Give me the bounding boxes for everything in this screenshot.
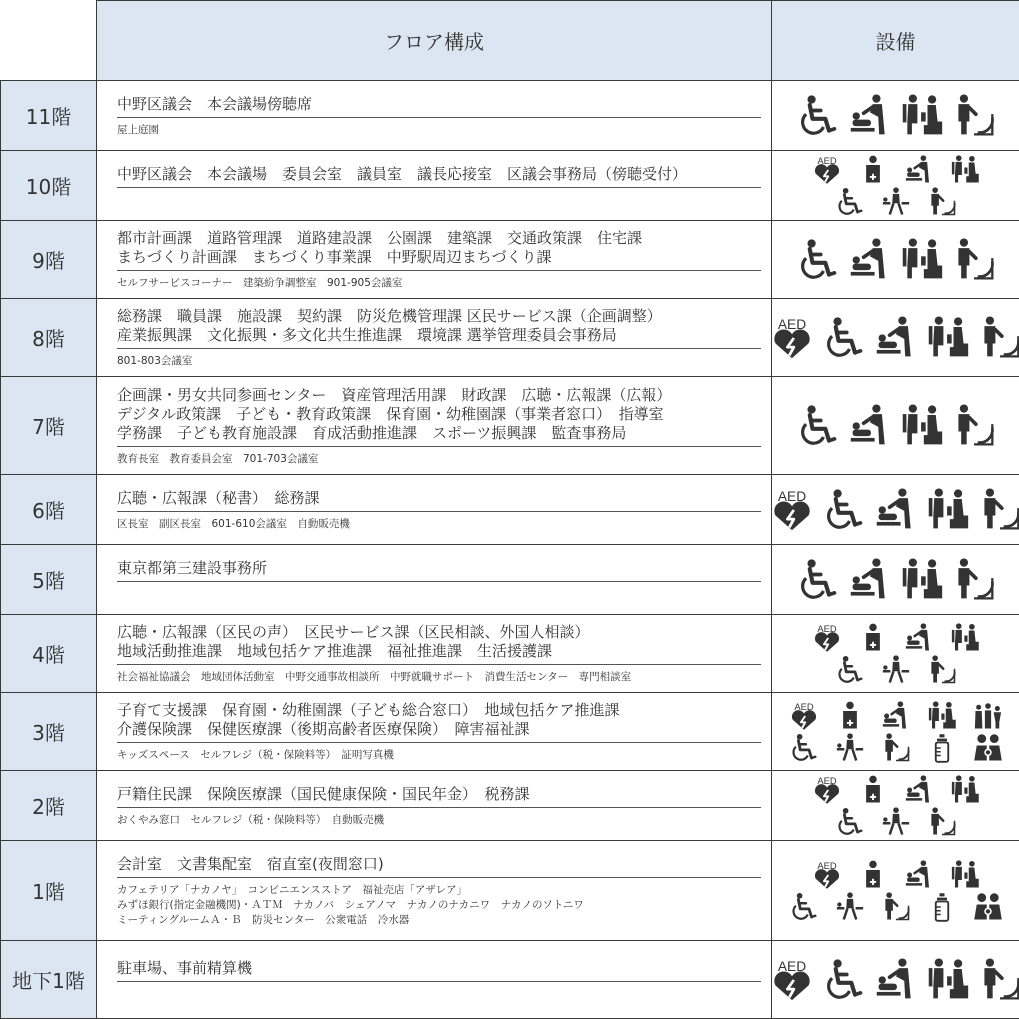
facility-room-line: ミーティングルームＡ・Ｂ 防災センター 公衆電話 冷水器 <box>117 913 761 928</box>
wheelchair-icon <box>796 238 840 282</box>
facility-rooms <box>117 664 761 688</box>
floor-label: 8階 <box>1 299 97 377</box>
floor-row <box>1 151 1019 221</box>
floor-row <box>1 841 1019 941</box>
facility-rooms <box>117 348 761 372</box>
facility-icons <box>772 377 1019 475</box>
baby-changing-icon <box>881 701 911 731</box>
ostomate-icon <box>926 488 970 532</box>
aed-icon <box>789 701 819 731</box>
department-line: 会計室 文書集配室 宿直室(夜間窓口) <box>117 855 761 874</box>
family-icon <box>973 701 1003 731</box>
floor-label: 5階 <box>1 545 97 615</box>
svg-text:AED: AED <box>817 860 836 870</box>
wheelchair-icon <box>789 892 819 922</box>
svg-text:AED: AED <box>777 316 805 331</box>
aed-icon <box>770 316 814 360</box>
svg-text:AED: AED <box>777 958 805 973</box>
handrail-toilet-icon <box>881 892 911 922</box>
handrail-toilet-icon <box>952 558 996 602</box>
facility-room-line: 教育長室 教育委員会室 701-703会議室 <box>117 452 761 467</box>
facility-room-line: みずほ銀行(指定金融機関)・ＡＴＭ ナカノバ シェアノマ ナカノのナカニワ ナカノのソトニワ <box>117 898 761 913</box>
baby-changing-icon <box>904 860 934 890</box>
ostomate-icon <box>950 155 980 185</box>
department-list <box>117 225 761 270</box>
baby-changing-icon <box>874 316 918 360</box>
facility-room-line: 801-803会議室 <box>117 354 761 369</box>
facility-room-line: おくやみ窓口 セルフレジ（税・保険料等） 自動販売機 <box>117 813 761 828</box>
department-line: 広聴・広報課（区民の声） 区民サービス課（区民相談、外国人相談） <box>117 623 761 642</box>
department-line: 子育て支援課 保育園・幼稚園課（子ども総合窓口） 地域包括ケア推進課 <box>117 701 761 720</box>
floor-row <box>1 545 1019 615</box>
handrail-toilet-icon <box>927 187 957 217</box>
baby-changing-icon <box>848 404 892 448</box>
ostomate-icon <box>900 558 944 602</box>
wheelchair-icon <box>796 404 840 448</box>
adult-changing-bed-icon <box>881 807 911 837</box>
handrail-toilet-icon <box>978 488 1019 532</box>
department-line: 東京都第三建設事務所 <box>117 559 761 578</box>
header-row <box>1 1 1019 81</box>
aed-icon <box>770 958 814 1002</box>
floor-label: 地下1階 <box>1 941 97 1019</box>
floor-row <box>1 377 1019 475</box>
first-aid-icon <box>858 155 888 185</box>
aed-icon <box>812 155 842 185</box>
department-line: 広聴・広報課（秘書） 総務課 <box>117 489 761 508</box>
facility-rooms <box>117 117 761 141</box>
svg-text:AED: AED <box>817 775 836 785</box>
department-line: 介護保険課 保健医療課（後期高齢者医療保険） 障害福祉課 <box>117 720 761 739</box>
header-floor-config: フロア構成 <box>97 1 772 81</box>
handrail-toilet-icon <box>927 655 957 685</box>
facility-rooms <box>117 581 761 604</box>
baby-changing-icon <box>848 238 892 282</box>
ostomate-icon <box>950 775 980 805</box>
floor-content <box>97 151 772 221</box>
handrail-toilet-icon <box>952 94 996 138</box>
floor-row <box>1 615 1019 693</box>
wheelchair-icon <box>835 187 865 217</box>
department-line: 中野区議会 本会議場 委員会室 議員室 議長応接室 区議会事務局（傍聴受付） <box>117 165 761 184</box>
facility-icons <box>772 771 1019 841</box>
wheelchair-icon <box>822 488 866 532</box>
floor-content <box>97 841 772 941</box>
header-corner <box>1 1 97 81</box>
department-list <box>117 851 761 877</box>
department-list <box>117 955 761 981</box>
facility-icons <box>772 299 1019 377</box>
floor-content <box>97 81 772 151</box>
department-list <box>117 382 761 446</box>
baby-changing-icon <box>874 488 918 532</box>
floor-content <box>97 475 772 545</box>
floor-row <box>1 941 1019 1019</box>
wheelchair-icon <box>835 655 865 685</box>
facility-icons <box>772 693 1019 771</box>
facility-icons <box>772 941 1019 1019</box>
baby-changing-icon <box>904 155 934 185</box>
department-line: 中野区議会 本会議場傍聴席 <box>117 95 761 114</box>
facility-rooms <box>117 511 761 535</box>
department-line: 駐車場、事前精算機 <box>117 959 761 978</box>
facility-room-line: 区長室 副区長室 601-610会議室 自動販売機 <box>117 517 761 532</box>
header-facilities: 設備 <box>772 1 1019 81</box>
facility-rooms <box>117 187 761 210</box>
wheelchair-icon <box>789 733 819 763</box>
wheelchair-icon <box>796 558 840 602</box>
first-aid-icon <box>858 860 888 890</box>
ostomate-icon <box>950 623 980 653</box>
adult-changing-bed-icon <box>881 655 911 685</box>
ostomate-icon <box>950 860 980 890</box>
department-line: 戸籍住民課 保険医療課（国民健康保険・国民年金） 税務課 <box>117 785 761 804</box>
first-aid-icon <box>858 623 888 653</box>
facility-rooms <box>117 446 761 470</box>
department-line: 企画課・男女共同参画センター 資産管理活用課 財政課 広聴・広報課（広報） <box>117 386 761 405</box>
baby-bottle-icon <box>927 892 957 922</box>
floor-label: 2階 <box>1 771 97 841</box>
aed-icon <box>770 488 814 532</box>
handrail-toilet-icon <box>978 316 1019 360</box>
floor-row <box>1 771 1019 841</box>
department-line: 産業振興課 文化振興・多文化共生推進課 環境課 選挙管理委員会事務局 <box>117 326 761 345</box>
ostomate-icon <box>900 94 944 138</box>
baby-bottle-icon <box>927 733 957 763</box>
svg-text:AED: AED <box>777 488 805 503</box>
facility-room-line: キッズスペース セルフレジ（税・保険料等） 証明写真機 <box>117 748 761 763</box>
department-line: 総務課 職員課 施設課 契約課 防災危機管理課 区民サービス課（企画調整） <box>117 307 761 326</box>
floor-row <box>1 693 1019 771</box>
ostomate-icon <box>900 238 944 282</box>
handrail-toilet-icon <box>952 404 996 448</box>
baby-changing-icon <box>848 558 892 602</box>
facility-rooms <box>117 807 761 831</box>
ostomate-icon <box>926 316 970 360</box>
ostomate-icon <box>927 701 957 731</box>
svg-text:AED: AED <box>817 623 836 633</box>
baby-changing-icon <box>874 958 918 1002</box>
baby-changing-icon <box>904 775 934 805</box>
floor-label: 6階 <box>1 475 97 545</box>
floor-content <box>97 615 772 693</box>
first-aid-icon <box>835 701 865 731</box>
first-aid-icon <box>858 775 888 805</box>
facility-rooms <box>117 877 761 931</box>
handrail-toilet-icon <box>927 807 957 837</box>
facility-icons <box>772 81 1019 151</box>
floor-row <box>1 81 1019 151</box>
nursing-room-icon <box>973 733 1003 763</box>
facility-rooms <box>117 981 761 1004</box>
floor-content <box>97 377 772 475</box>
facility-icons <box>772 221 1019 299</box>
facility-icons <box>772 545 1019 615</box>
floor-label: 9階 <box>1 221 97 299</box>
department-list <box>117 303 761 348</box>
department-list <box>117 91 761 117</box>
floor-label: 11階 <box>1 81 97 151</box>
floor-content <box>97 545 772 615</box>
wheelchair-icon <box>822 958 866 1002</box>
adult-changing-bed-icon <box>881 187 911 217</box>
facility-room-line: カフェテリア「ナカノヤ」 コンビニエンスストア 福祉売店「アザレア」 <box>117 883 761 898</box>
floor-label: 1階 <box>1 841 97 941</box>
floor-label: 4階 <box>1 615 97 693</box>
aed-icon <box>812 775 842 805</box>
floor-content <box>97 771 772 841</box>
ostomate-icon <box>926 958 970 1002</box>
floor-label: 3階 <box>1 693 97 771</box>
department-list <box>117 555 761 581</box>
department-line: まちづくり計画課 まちづくり事業課 中野駅周辺まちづくり課 <box>117 248 761 267</box>
handrail-toilet-icon <box>881 733 911 763</box>
wheelchair-icon <box>835 807 865 837</box>
department-list <box>117 697 761 742</box>
department-list <box>117 781 761 807</box>
floor-row <box>1 221 1019 299</box>
department-line: 地域活動推進課 地域包括ケア推進課 福祉推進課 生活援護課 <box>117 642 761 661</box>
floor-content <box>97 941 772 1019</box>
department-list <box>117 485 761 511</box>
aed-icon <box>812 623 842 653</box>
facility-icons <box>772 151 1019 221</box>
adult-changing-bed-icon <box>835 892 865 922</box>
handrail-toilet-icon <box>978 958 1019 1002</box>
baby-changing-icon <box>904 623 934 653</box>
floor-row <box>1 475 1019 545</box>
ostomate-icon <box>900 404 944 448</box>
wheelchair-icon <box>796 94 840 138</box>
facility-icons <box>772 841 1019 941</box>
aed-icon <box>812 860 842 890</box>
floor-content <box>97 221 772 299</box>
handrail-toilet-icon <box>952 238 996 282</box>
facility-room-line: セルフサービスコーナー 建築紛争調整室 901-905会議室 <box>117 276 761 291</box>
floor-content <box>97 693 772 771</box>
floor-row <box>1 299 1019 377</box>
department-line: デジタル政策課 子ども・教育政策課 保育園・幼稚園課（事業者窓口） 指導室 <box>117 405 761 424</box>
facility-icons <box>772 615 1019 693</box>
svg-text:AED: AED <box>817 155 836 165</box>
facility-rooms <box>117 270 761 294</box>
nursing-room-icon <box>973 892 1003 922</box>
adult-changing-bed-icon <box>835 733 865 763</box>
floor-label: 7階 <box>1 377 97 475</box>
department-line: 学務課 子ども教育施設課 育成活動推進課 スポーツ振興課 監査事務局 <box>117 424 761 443</box>
floor-content <box>97 299 772 377</box>
facility-icons <box>772 475 1019 545</box>
floor-label: 10階 <box>1 151 97 221</box>
wheelchair-icon <box>822 316 866 360</box>
department-list <box>117 619 761 664</box>
facility-room-line: 社会福祉協議会 地域団体活動室 中野交通事故相談所 中野就職サポート 消費生活センター 専門相談室 <box>117 670 761 685</box>
baby-changing-icon <box>848 94 892 138</box>
facility-room-line: 屋上庭園 <box>117 123 761 138</box>
facility-rooms <box>117 742 761 766</box>
department-list <box>117 161 761 187</box>
svg-text:AED: AED <box>794 701 813 711</box>
department-line: 都市計画課 道路管理課 道路建設課 公園課 建築課 交通政策課 住宅課 <box>117 229 761 248</box>
